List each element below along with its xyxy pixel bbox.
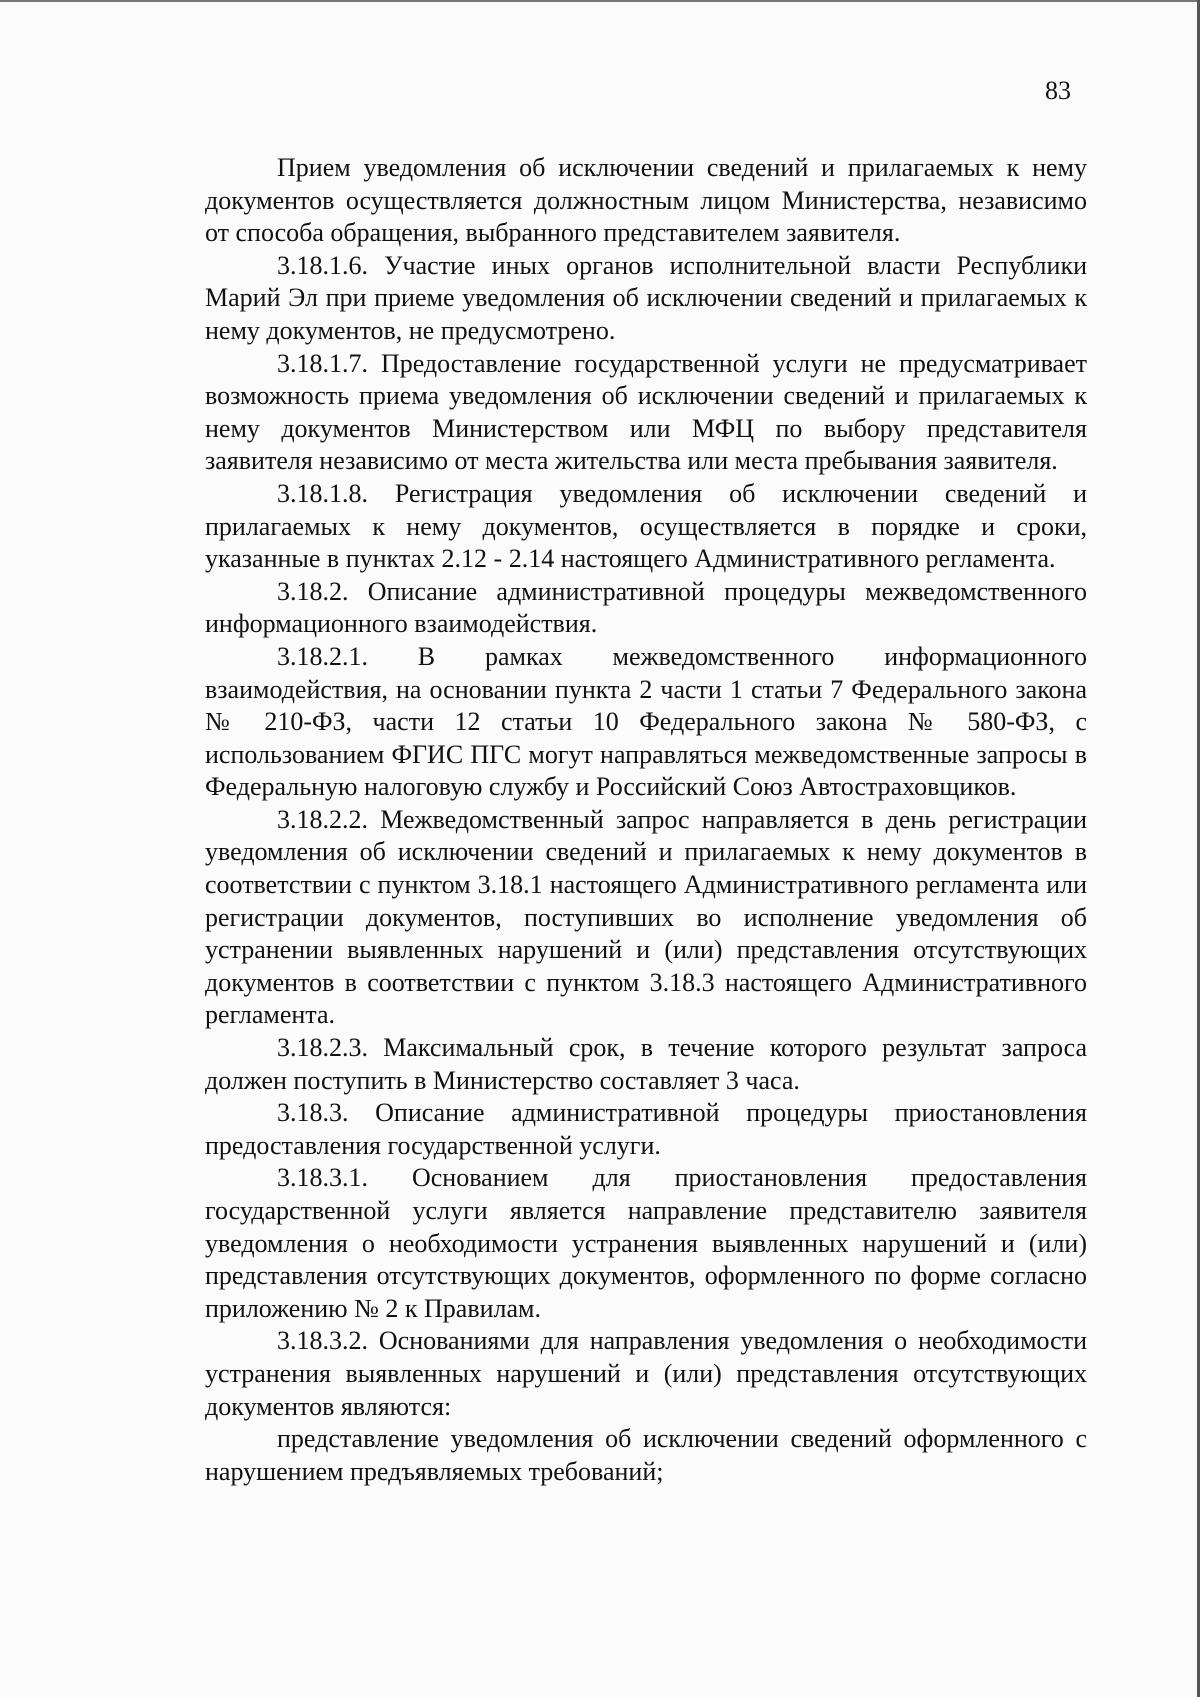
paragraph-list-item: представление уведомления об исключении сведений оформленного с нарушением предъявляемых требований; <box>205 1424 1087 1486</box>
paragraph-3-18-3-1: 3.18.3.1. Основанием для приостановления предоставления государственной услуги является направление представителю заявителя уведомления о необходимости устранения выявленных нарушений и (или) представления отсутствующих документов, оформленного по форме согласно приложению № 2 к Правилам. <box>205 1163 1087 1323</box>
paragraph-3-18-2: 3.18.2. Описание административной процедуры межведомственного информационного взаимодействия. <box>205 576 1087 639</box>
paragraph-3-18-2-1: 3.18.2.1. В рамках межведомственного информационного взаимодействия, на основании пункта 2 части 1 статьи 7 Федерального закона № 210-ФЗ, части 12 статьи 10 Федерального закона № 580-ФЗ, с использованием ФГИС ПГС могут направляться межведомственные запросы в Федеральную налоговую службу и Российский Союз Автостраховщиков. <box>205 641 1087 802</box>
paragraph-3-18-2-3: 3.18.2.3. Максимальный срок, в течение которого результат запроса должен поступить в Министерство составляет 3 часа. <box>205 1033 1087 1095</box>
paragraph-3-18-1-6: 3.18.1.6. Участие иных органов исполнительной власти Республики Марий Эл при приеме уведомления об исключении сведений и прилагаемых к нему документов, не предусмотрено. <box>205 250 1087 345</box>
paragraph-3-18-3-2: 3.18.3.2. Основаниями для направления уведомления о необходимости устранения выявленных нарушений и (или) представления отсутствующих документов являются: <box>205 1326 1087 1421</box>
paragraph-3-18-3: 3.18.3. Описание административной процедуры приостановления предоставления государственной услуги. <box>205 1098 1087 1160</box>
paragraph-3-18-2-2: 3.18.2.2. Межведомственный запрос направляется в день регистрации уведомления об исключении сведений и прилагаемых к нему документов в соответствии с пунктом 3.18.1 настоящего Административного регламента или регистрации документов, поступивших во исполнение уведомления об устранении выявленных нарушений и (или) представления отсутствующих документов в соответствии с пунктом 3.18.3 настоящего Административного регламента. <box>205 804 1087 1030</box>
document-body <box>205 152 1087 1488</box>
page-top-edge <box>0 0 1200 2</box>
paragraph-3-18-1-8: 3.18.1.8. Регистрация уведомления об исключении сведений и прилагаемых к нему документов, осуществляется в порядке и сроки, указанные в пунктах 2.12 - 2.14 настоящего Административного регламента. <box>205 478 1087 574</box>
paragraph-3-18-1-7: 3.18.1.7. Предоставление государственной услуги не предусматривает возможность приема уведомления об исключении сведений и прилагаемых к нему документов Министерством или МФЦ по выбору представителя заявителя независимо от места жительства или места пребывания заявителя. <box>205 348 1087 476</box>
paragraph-notice-acceptance: Прием уведомления об исключении сведений и прилагаемых к нему документов осуществляется должностным лицом Министерства, независимо от способа обращения, выбранного представителем заявителя. <box>205 153 1087 248</box>
page-number: 83 <box>1045 76 1071 105</box>
